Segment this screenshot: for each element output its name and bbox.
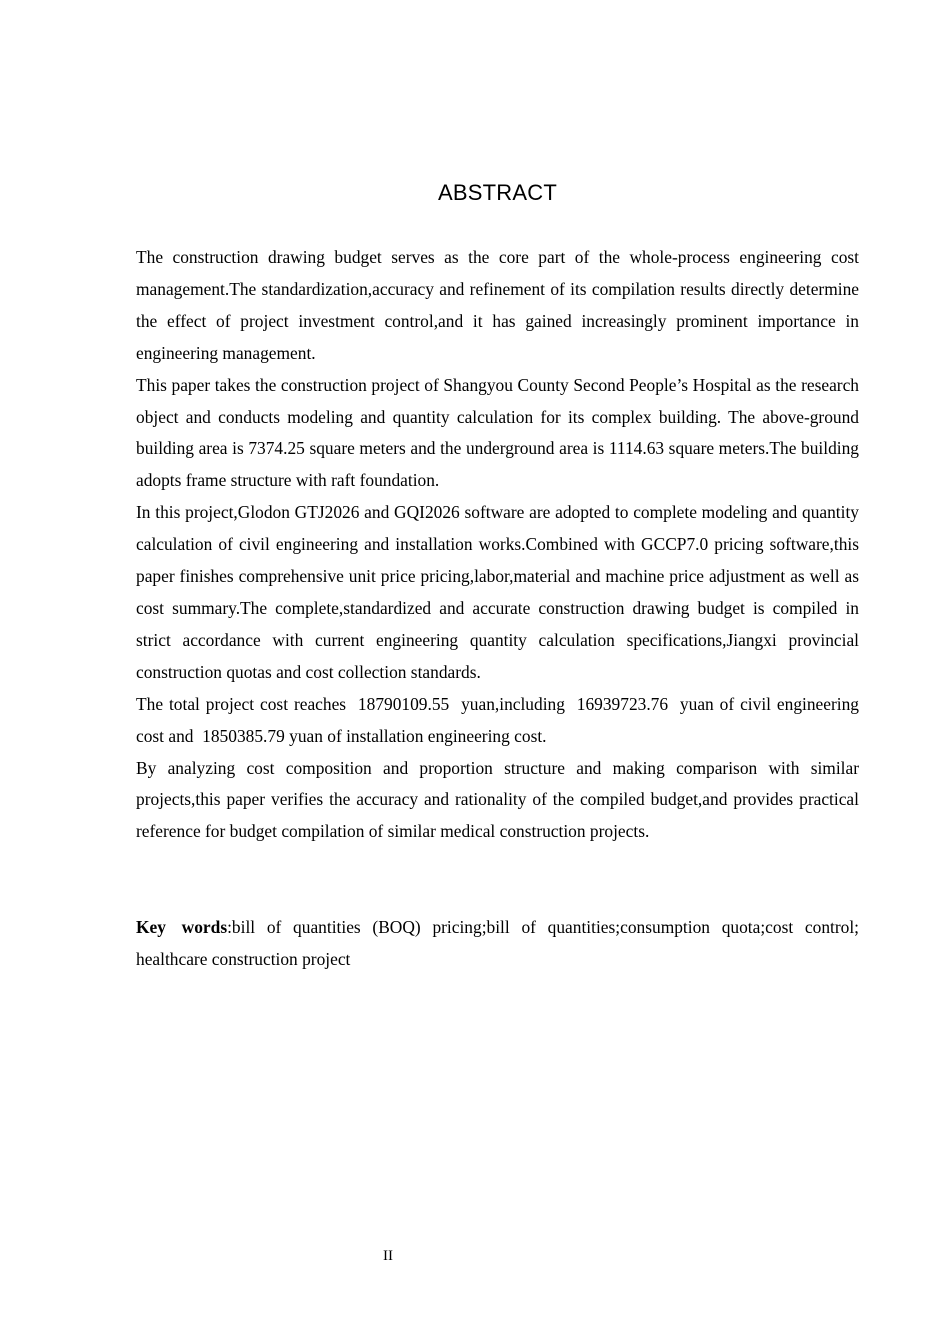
abstract-body: [136, 242, 864, 848]
abstract-paragraph-5: By analyzing cost composition and proportion structure and making comparison with similar projects,this paper verifies the accuracy and rationality of the compiled budget,and provides practical reference for budget compilation of similar medical construction projects.: [136, 757, 859, 842]
page-number: II: [383, 1248, 393, 1264]
keywords-label: Key words: [136, 917, 228, 937]
abstract-paragraph-4: The total project cost reaches 18790109.55 yuan,including 16939723.76 yuan of civil engineering cost and 1850385.79 yuan of installation engineering cost.: [136, 693, 864, 746]
abstract-paragraph-1: The construction drawing budget serves as the core part of the whole-process engineering cost management.The standardization,accuracy and refinement of its compilation results directly determine the effect of project investment control,and it has gained increasingly prominent importance in engineering management.: [136, 247, 859, 363]
abstract-paragraph-3: In this project,Glodon GTJ2026 and GQI2026 software are adopted to complete modeling and quantity calculation of civil engineering and installation works.Combined with GCCP7.0 pricing software,this paper finishes comprehensive unit price pricing,labor,material and machine price adjustment as well as cost summary.The complete,standardized and accurate construction drawing budget is compiled in strict accordance with current engineering quantity calculation specifications,Jiangxi provincial construction quotas and cost collection standards.: [136, 502, 859, 682]
abstract-paragraph-2: This paper takes the construction project of Shangyou County Second People’s Hospital as the research object and conducts modeling and quantity calculation for its complex building. The above-ground building area is 7374.25 square meters and the underground area is 1114.63 square meters.The building adopts frame structure with raft foundation.: [136, 374, 859, 491]
abstract-title: ABSTRACT: [438, 180, 557, 205]
keywords-text: :bill of quantities (BOQ) pricing;bill of quantities;consumption quota;cost control; healthcare construction project: [136, 917, 859, 969]
keywords-line: [136, 912, 859, 976]
